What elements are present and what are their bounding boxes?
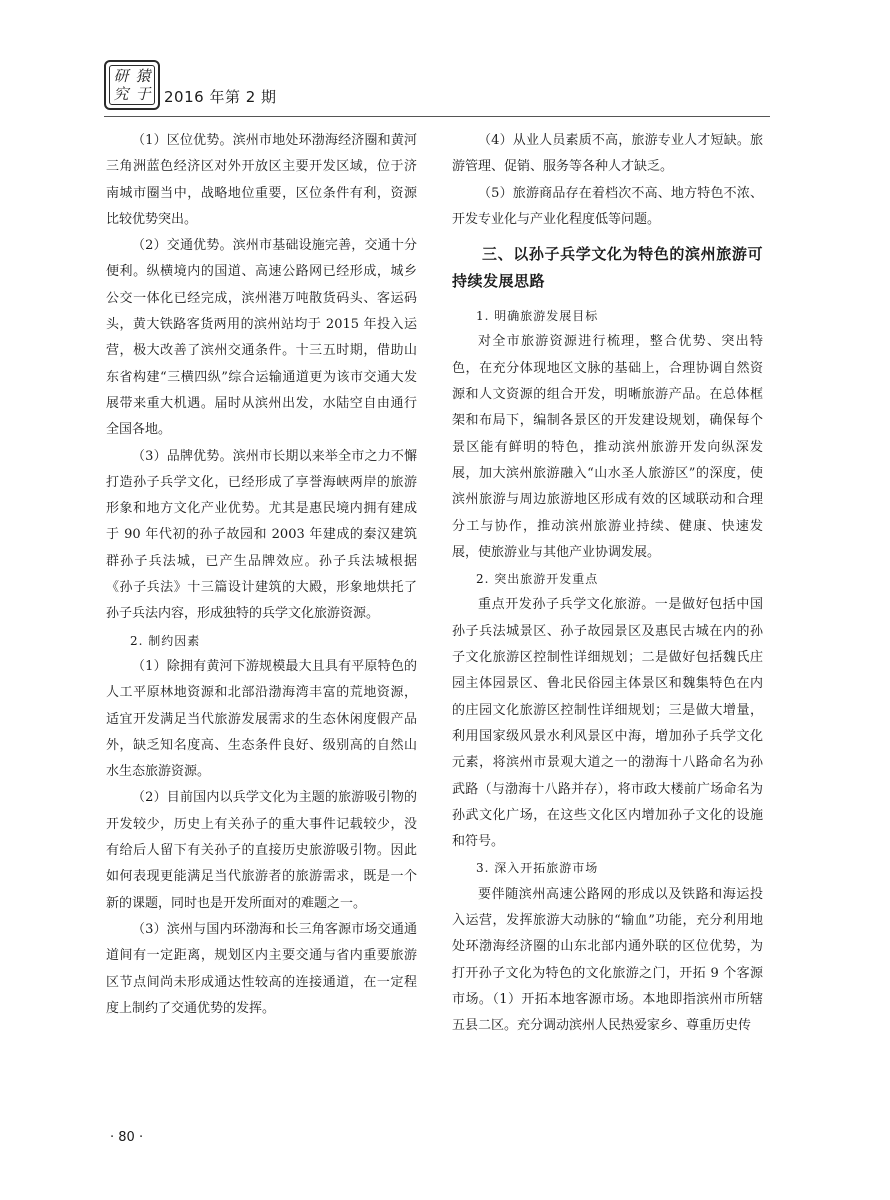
subsection-heading: 1. 明确旅游发展目标: [476, 309, 599, 324]
subsection-heading: 3. 深入开拓旅游市场: [476, 861, 599, 876]
subsection-heading: 2. 制约因素: [130, 633, 201, 648]
header-divider: [104, 116, 770, 117]
body-paragraph: （3）品牌优势。滨州市长期以来举全市之力不懈打造孙子兵学文化，已经形成了享誉海峡两岸的旅游形象和地方文化产业优势。尤其是惠民境内拥有建成于 90 年代初的孙子故园和 2003 年建成的秦汉建筑群孙子兵法城，已产生品牌效应。孙子兵法城根据《孙子兵法》十三篇设计建筑的大殿，形象地烘托了孙子兵法内容，形成独特的兵学文化旅游资源。: [106, 448, 417, 622]
journal-logo: [104, 60, 160, 110]
logo-glyphs: [109, 65, 155, 105]
body-paragraph: （1）除拥有黄河下游规模最大且具有平原特色的人工平原林地资源和北部沿渤海湾丰富的荒地资源，适宜开发满足当代旅游发展需求的生态休闲度假产品外，缺乏知名度高、生态条件良好、级别高的自然山水生态旅游资源。: [106, 658, 417, 780]
body-paragraph: （2）目前国内以兵学文化为主题的旅游吸引物的开发较少，历史上有关孙子的重大事件记载较少，没有给后人留下有关孙子的直接历史旅游吸引物。因此如何表现更能满足当代旅游者的旅游需求，既是一个新的课题，同时也是开发所面对的难题之一。: [106, 790, 417, 911]
page-number: · 80 ·: [110, 1130, 144, 1145]
body-paragraph: 对全市旅游资源进行梳理，整合优势、突出特色，在充分体现地区文脉的基础上，合理协调自然资源和人文资源的组合开发，明晰旅游产品。在总体框架和布局下，编制各景区的开发建设规划，确保每个景区能有鲜明的特色，推动滨州旅游开发向纵深发展，加大滨州旅游融入“山水圣人旅游区”的深度，使滨州旅游与周边旅游地区形成有效的区域联动和合理分工与协作，推动滨州旅游业持续、健康、快速发展，使旅游业与其他产业协调发展。: [452, 334, 763, 560]
logo-char: 研: [113, 67, 129, 85]
body-paragraph: （2）交通优势。滨州市基础设施完善，交通十分便利。纵横境内的国道、高速公路网已经形成，城乡公交一体化已经完成，滨州港万吨散货码头、客运码头，黄大铁路客货两用的滨州站均于 2015 年投入运营，极大改善了滨州交通条件。十三五时期，借助山东省构建“三横四纵”综合运输通道更为该市交通大发展带来重大机遇。届时从滨州出发，水陆空自由通行全国各地。: [106, 238, 417, 438]
body-paragraph: （5）旅游商品存在着档次不高、地方特色不浓、开发专业化与产业化程度低等问题。: [452, 185, 763, 227]
body-paragraph: （4）从业人员素质不高，旅游专业人才短缺。旅游管理、促销、服务等各种人才缺乏。: [452, 133, 763, 175]
logo-char: 猿: [135, 67, 151, 85]
issue-label: 2016 年第 2 期: [164, 88, 277, 106]
left-column: [106, 128, 417, 1022]
body-paragraph: 要伴随滨州高速公路网的形成以及铁路和海运投入运营，发挥旅游大动脉的“输血”功能，充分利用地处环渤海经济圈的山东北部内通外联的区位优势，为打开孙子文化为特色的文化旅游之门，开拓 9 个客源市场。（1）开拓本地客源市场。本地即指滨州市所辖五县二区。充分调动滨州人民热爱家乡、尊重历史传: [452, 886, 763, 1034]
body-paragraph: （1）区位优势。滨州市地处环渤海经济圈和黄河三角洲蓝色经济区对外开放区主要开发区域，位于济南城市圈当中，战略地位重要，区位条件有利，资源比较优势突出。: [106, 133, 417, 227]
body-paragraph: （3）滨州与国内环渤海和长三角客源市场交通通道间有一定距离，规划区内主要交通与省内重要旅游区节点间尚未形成通达性较高的连接通道，在一定程度上制约了交通优势的发挥。: [106, 921, 417, 1016]
body-paragraph: 重点开发孙子兵学文化旅游。一是做好包括中国孙子兵法城景区、孙子故园景区及惠民古城在内的孙子文化旅游区控制性详细规划；二是做好包括魏氏庄园主体园景区、鲁北民俗园主体景区和魏集特色在内的庄园文化旅游区控制性详细规划；三是做大增量，利用国家级风景水利风景区中海，增加孙子兵学文化元素，将滨州市景观大道之一的渤海十八路命名为孙武路（与渤海十八路并存），将市政大楼前广场命名为孙武文化广场，在这些文化区内增加孙子文化的设施和符号。: [452, 597, 763, 850]
right-column: [452, 128, 763, 1040]
subsection-heading: 2. 突出旅游开发重点: [476, 572, 599, 587]
logo-char: 究: [113, 85, 129, 103]
section-heading: 三、以孙子兵学文化为特色的滨州旅游可持续发展思路: [452, 245, 763, 291]
logo-char: 于: [135, 85, 151, 103]
